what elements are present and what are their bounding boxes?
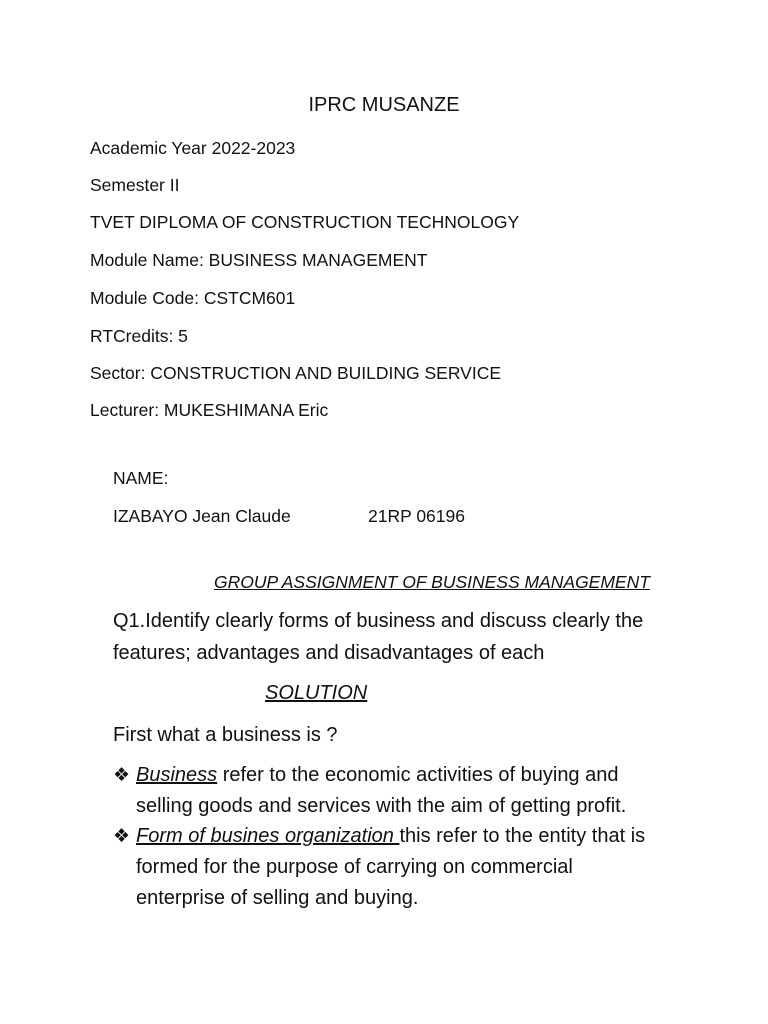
bullet-2-text: this refer to the entity that is [399, 825, 646, 847]
bullet-1-line-2: selling goods and services with the aim of getting profit. [136, 795, 627, 817]
sector: Sector: CONSTRUCTION AND BUILDING SERVICE [90, 363, 502, 383]
student-name: IZABAYO Jean Claude [113, 506, 291, 526]
bullet-1-line-1 [136, 764, 618, 787]
intro-text: First what a business is ? [113, 724, 338, 746]
question-line-1: Q1.Identify clearly forms of business and discuss clearly the [113, 610, 644, 632]
module-name: Module Name: BUSINESS MANAGEMENT [90, 250, 428, 270]
bullet-1-text: refer to the economic activities of buying and [217, 764, 619, 786]
question-line-2: features; advantages and disadvantages of each [113, 642, 545, 664]
credits: RTCredits: 5 [90, 326, 188, 346]
registration-number: 21RP 06196 [368, 506, 465, 526]
lecturer: Lecturer: MUKESHIMANA Eric [90, 400, 329, 420]
module-code: Module Code: CSTCM601 [90, 288, 296, 308]
academic-year: Academic Year 2022-2023 [90, 138, 296, 158]
bullet-2-term: Form of busines organization [136, 825, 400, 847]
program: TVET DIPLOMA OF CONSTRUCTION TECHNOLOGY [90, 212, 520, 232]
bullet-1-term: Business [136, 764, 218, 786]
solution-heading: SOLUTION [265, 682, 368, 704]
semester: Semester II [90, 175, 180, 195]
bullet-2-line-1 [136, 825, 645, 848]
bullet-2-line-2: formed for the purpose of carrying on commercial [136, 856, 573, 878]
diamond-bullet-icon: ❖ [113, 765, 131, 786]
assignment-heading: GROUP ASSIGNMENT OF BUSINESS MANAGEMENT [214, 572, 650, 592]
diamond-bullet-icon: ❖ [113, 826, 131, 847]
institution-title: IPRC MUSANZE [308, 94, 460, 116]
bullet-2-line-3: enterprise of selling and buying. [136, 887, 419, 909]
name-label: NAME: [113, 468, 169, 488]
